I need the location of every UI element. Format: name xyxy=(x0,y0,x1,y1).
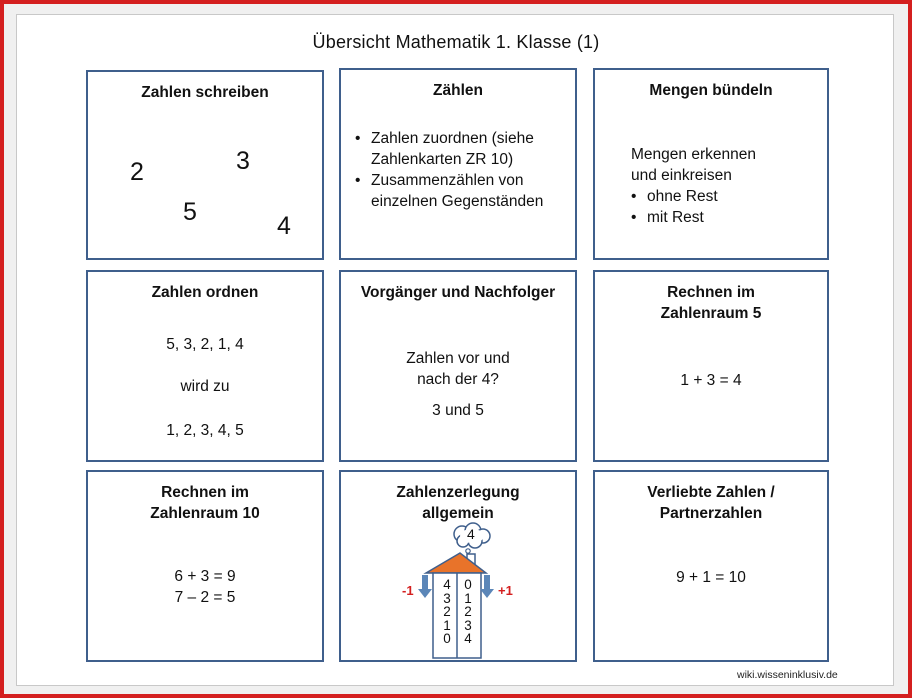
digit: 3 xyxy=(443,590,451,606)
digit: 0 xyxy=(464,577,472,592)
card-zahlen-schreiben xyxy=(86,70,324,260)
digit: 3 xyxy=(464,617,472,633)
plus-one-label: +1 xyxy=(498,583,513,598)
card-zahlen-ordnen xyxy=(86,270,324,462)
card-title: Rechnen im xyxy=(161,484,249,501)
digit: 1 xyxy=(464,590,472,606)
card-title: Zählen xyxy=(433,82,483,99)
digit: 2 xyxy=(443,604,451,619)
card-title: Vorgänger und Nachfolger xyxy=(360,284,556,301)
digit: 4 xyxy=(443,577,451,592)
list-item: • mit Rest xyxy=(629,207,819,228)
digit: 0 xyxy=(443,631,451,646)
card-title: Zahlenraum 10 xyxy=(150,505,260,522)
card-title: allgemein xyxy=(422,505,494,522)
left-column xyxy=(441,578,453,646)
arrow-down-icon xyxy=(480,575,494,598)
card-verliebte-zahlen xyxy=(593,470,829,662)
card-title: Zahlen schreiben xyxy=(141,84,269,101)
card-text: 5, 3, 2, 1, 4 xyxy=(166,336,244,353)
card-text: und einkreisen xyxy=(631,167,732,184)
list-item: • ohne Rest xyxy=(629,186,819,207)
card-mengen-buendeln xyxy=(593,68,829,260)
card-vorgaenger-nachfolger xyxy=(339,270,577,462)
digit: 1 xyxy=(443,617,451,633)
card-title: Verliebte Zahlen / xyxy=(647,484,775,501)
list-item: • Zusammenzählen von einzelnen Gegenständen xyxy=(353,170,567,212)
card-title: Partnerzahlen xyxy=(659,505,763,522)
list-item: • Zahlen zuordnen (siehe Zahlenkarten ZR 10) xyxy=(353,128,567,170)
digit: 4 xyxy=(464,631,472,646)
minus-one-label: -1 xyxy=(402,583,414,598)
card-text: 3 und 5 xyxy=(432,402,484,419)
card-text: nach der 4? xyxy=(417,371,499,388)
card-text: Mengen erkennen xyxy=(631,146,756,163)
bullet-list xyxy=(353,128,567,212)
card-text: 6 + 3 = 9 xyxy=(174,568,236,585)
bullet-list xyxy=(629,186,819,228)
card-text: 7 – 2 = 5 xyxy=(174,589,236,606)
footer-source: wiki.wisseninklusiv.de xyxy=(737,669,838,681)
card-text: 1, 2, 3, 4, 5 xyxy=(166,422,244,439)
right-column xyxy=(462,578,474,646)
arrow-down-icon xyxy=(418,575,432,598)
digit: 2 xyxy=(464,604,472,619)
card-text: 9 + 1 = 10 xyxy=(676,569,746,586)
card-text: Zahlen vor und xyxy=(406,350,510,367)
card-title: Rechnen im xyxy=(667,284,755,301)
number: 5 xyxy=(183,198,197,226)
cloud-number: 4 xyxy=(467,526,475,542)
number: 4 xyxy=(277,212,291,240)
card-zaehlen xyxy=(339,68,577,260)
card-text: wird zu xyxy=(180,378,230,395)
roof xyxy=(426,553,486,573)
card-title: Zahlenzerlegung xyxy=(396,484,520,501)
card-zahlenraum-5 xyxy=(593,270,829,462)
card-text: 1 + 3 = 4 xyxy=(680,372,742,389)
number: 3 xyxy=(236,147,250,175)
card-zahlenraum-10 xyxy=(86,470,324,662)
card-title: Zahlen ordnen xyxy=(151,284,259,301)
number: 2 xyxy=(130,158,144,186)
card-title: Mengen bündeln xyxy=(649,82,773,99)
page-title: Übersicht Mathematik 1. Klasse (1) xyxy=(312,32,600,52)
card-title: Zahlenraum 5 xyxy=(660,305,762,322)
